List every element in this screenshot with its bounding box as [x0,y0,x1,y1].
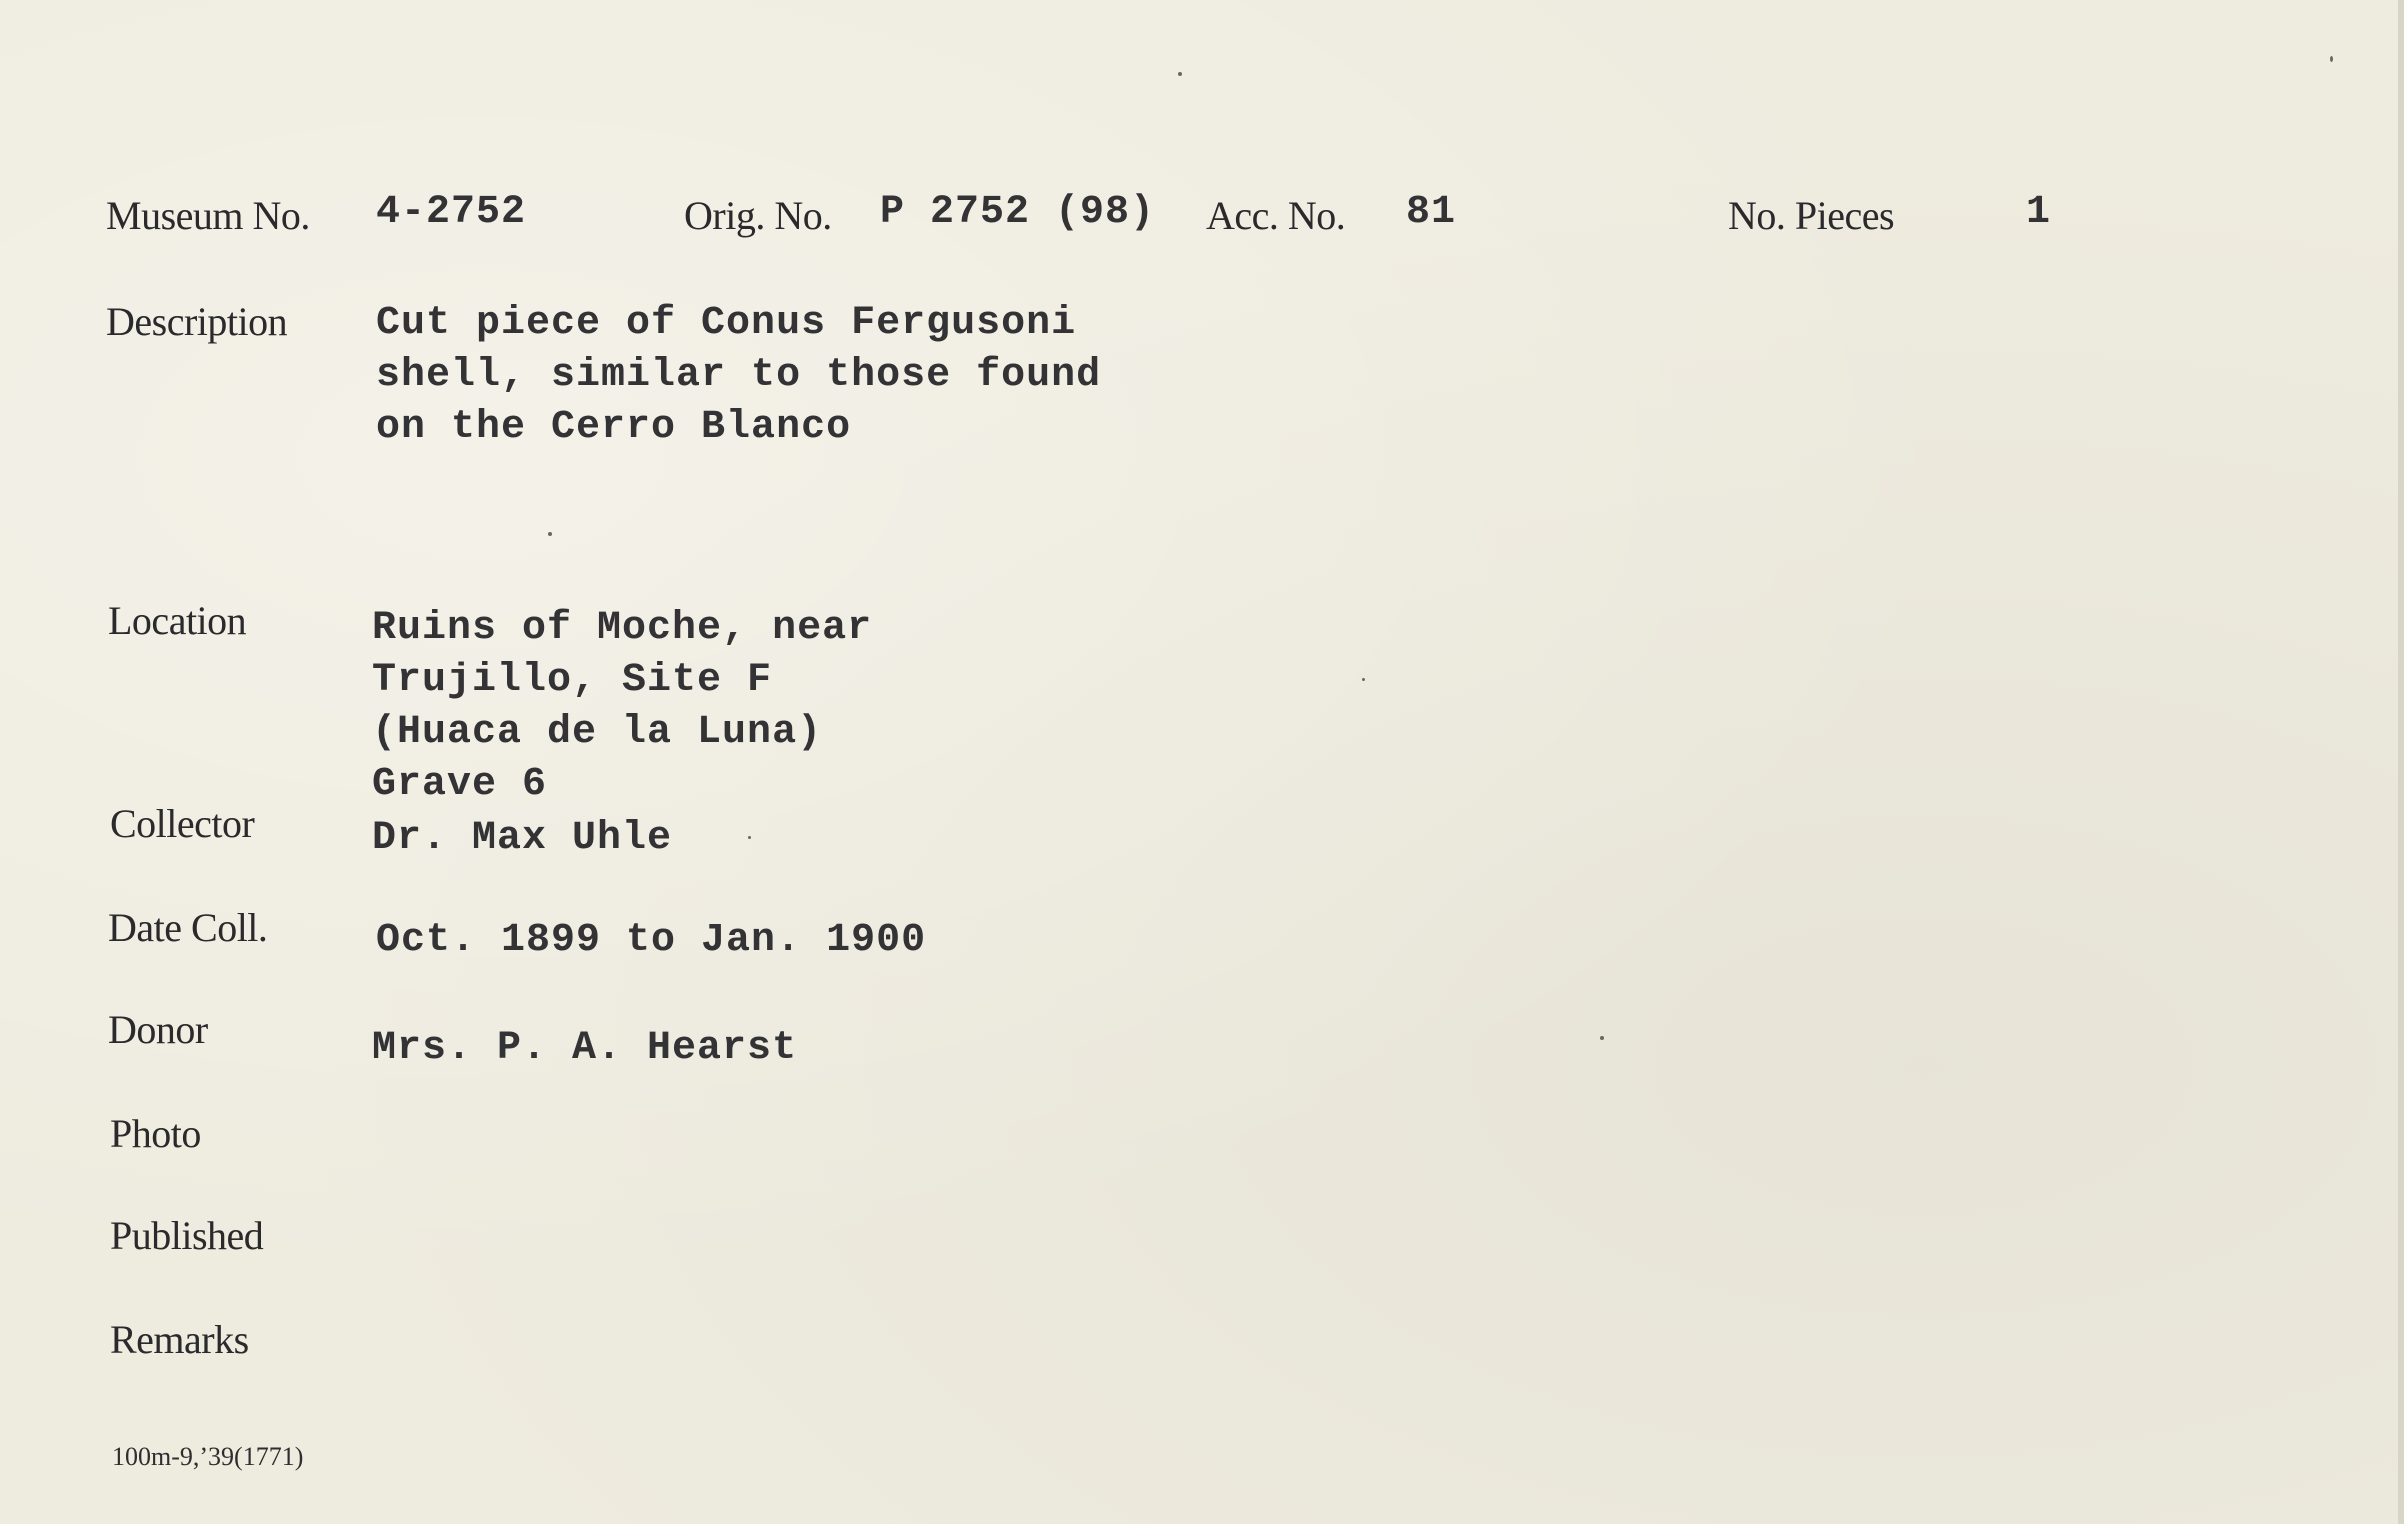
acc-no-value: 81 [1406,190,1457,235]
donor-value: Mrs. P. A. Hearst [372,1026,798,1071]
location-line: Ruins of Moche, near [372,606,873,651]
paper-speck [1362,678,1365,681]
paper-speck [1600,1036,1604,1040]
location-line: (Huaca de la Luna) [372,710,823,755]
remarks-label: Remarks [110,1317,249,1362]
no-pieces-label: No. Pieces [1728,193,1895,238]
location-line: Trujillo, Site F [372,658,773,703]
paper-speck [548,532,552,536]
location-text [372,603,872,811]
acc-no-label: Acc. No. [1206,193,1346,238]
collector-label: Collector [110,801,255,846]
museum-no-label: Museum No. [106,193,310,238]
photo-label: Photo [110,1111,201,1156]
published-label: Published [110,1213,264,1258]
location-label: Location [108,598,247,643]
description-line: on the Cerro Blanco [376,405,852,450]
print-code: 100m-9,’39(1771) [112,1442,304,1471]
date-coll-value: Oct. 1899 to Jan. 1900 [376,918,927,963]
no-pieces-value: 1 [2026,190,2052,235]
description-line: Cut piece of Conus Fergusoni [376,301,1077,346]
location-line: Grave 6 [372,762,548,807]
paper-speck [1178,72,1182,76]
paper-speck [748,836,751,839]
paper-speck [2330,56,2333,62]
museum-no-value: 4-2752 [376,190,527,235]
description-text [376,298,1101,454]
description-line: shell, similar to those found [376,353,1102,398]
date-coll-label: Date Coll. [108,905,268,950]
collector-value: Dr. Max Uhle [372,816,673,861]
donor-label: Donor [108,1007,208,1052]
orig-no-value: P 2752 (98) [880,190,1156,235]
description-label: Description [106,299,288,344]
card-edge [2398,0,2404,1524]
orig-no-label: Orig. No. [684,193,832,238]
